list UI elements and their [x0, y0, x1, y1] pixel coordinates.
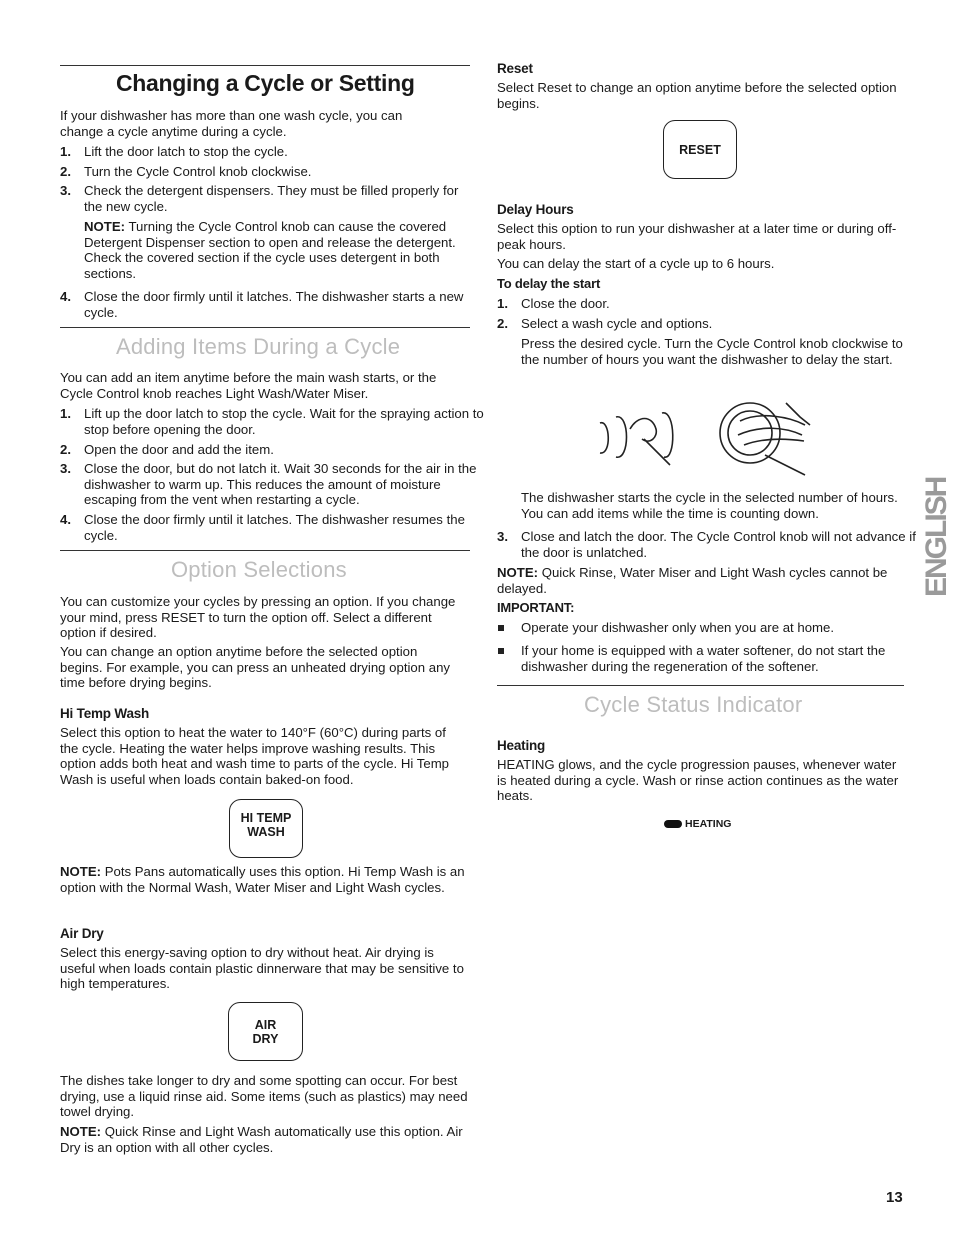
delay-step-3: 3. Close and latch the door. The Cycle Control knob will not advance if the door is unlatched.: [497, 529, 916, 560]
status-title: Cycle Status Indicator: [584, 692, 803, 717]
delay-p2: You can delay the start of a cycle up to 6 hours.: [497, 256, 775, 271]
reset-button[interactable]: RESET: [663, 120, 737, 179]
airdry-heading: Air Dry: [60, 926, 104, 941]
changing-step-3: 3. Check the detergent dispensers. They must be filled properly for the new cycle.: [60, 183, 459, 214]
top-rule-left: [60, 65, 470, 66]
changing-step-2: 2. Turn the Cycle Control knob clockwise.: [60, 164, 312, 179]
delay-after: The dishwasher starts the cycle in the selected number of hours. You can add items while the time is counting down.: [521, 490, 898, 521]
delay-step-1: 1. Close the door.: [497, 296, 610, 311]
options-p1: You can customize your cycles by pressing an option. If you change your mind, press RESET to turn the option off. Select a different option if desired.: [60, 594, 456, 641]
adding-step-2: 2. Open the door and add the item.: [60, 442, 274, 457]
options-p2: You can change an option anytime before the selected option begins. For example, you can press an unheated drying option any time before drying begins.: [60, 644, 451, 691]
airdry-text2: The dishes take longer to dry and some spotting can occur. For best drying, use a liquid rinse aid. Some items (such as plastics) may need towel drying.: [60, 1073, 468, 1120]
hi-temp-wash-button[interactable]: HI TEMP WASH: [229, 799, 303, 858]
air-dry-button[interactable]: AIR DRY: [228, 1002, 303, 1061]
rule-status: [497, 685, 904, 686]
hand-turning-knob-icon: [720, 403, 810, 475]
delay-p1: Select this option to run your dishwasher at a later time or during off-peak hours.: [497, 221, 897, 252]
important-label: IMPORTANT:: [497, 600, 575, 615]
heating-light-icon: [664, 820, 682, 828]
side-tab-label: ENGLISH: [920, 477, 953, 597]
heating-heading: Heating: [497, 738, 546, 753]
rule-options: [60, 550, 470, 551]
changing-step-1: 1. Lift the door latch to stop the cycle.: [60, 144, 288, 159]
delay-subheading: To delay the start: [497, 276, 601, 291]
important-bullet-2: If your home is equipped with a water softener, do not start the dishwasher during the regeneration of the softener.: [497, 643, 921, 674]
changing-note: NOTE: Turning the Cycle Control knob can cause the covered Detergent Dispenser section to open and release the detergent. Check the covered section if the cycle uses detergent in both sections.: [84, 219, 456, 281]
reset-text: Select Reset to change an option anytime before the selected option begins.: [497, 80, 897, 111]
heating-text: HEATING glows, and the cycle progression pauses, whenever water is heated during a cycle. Wash or rinse action continues as the water heats.: [497, 757, 899, 804]
delay-note: NOTE: Quick Rinse, Water Miser and Light Wash cycles cannot be delayed.: [497, 565, 888, 596]
changing-step-4: 4. Close the door firmly until it latches. The dishwasher starts a new cycle.: [60, 289, 464, 320]
adding-title: Adding Items During a Cycle: [116, 334, 401, 359]
important-bullet-1: Operate your dishwasher only when you are at home.: [497, 620, 921, 636]
delay-step-2-detail: Press the desired cycle. Turn the Cycle Control knob clockwise to the number of hours you want the dishwasher to delay the start.: [521, 336, 903, 367]
changing-title: Changing a Cycle or Setting: [116, 70, 415, 96]
changing-intro: If your dishwasher has more than one wash cycle, you can change a cycle anytime during a cycle.: [60, 108, 403, 139]
adding-step-4: 4. Close the door firmly until it latches. The dishwasher resumes the cycle.: [60, 512, 465, 543]
rule-adding: [60, 327, 470, 328]
page-number: 13: [886, 1189, 903, 1206]
reset-heading: Reset: [497, 61, 533, 76]
hitemp-text: Select this option to heat the water to 140°F (60°C) during parts of the cycle. Heating the water helps improve washing results. This option adds both heat and wash time to parts of the cycle. Hi Temp Wash is useful when loads contain baked-on food.: [60, 725, 450, 787]
language-side-tab: [918, 452, 954, 622]
cycle-control-knob-illustration: [590, 395, 920, 485]
delay-heading: Delay Hours: [497, 202, 574, 217]
adding-step-1: 1. Lift up the door latch to stop the cycle. Wait for the spraying action to stop before opening the door.: [60, 406, 484, 437]
airdry-note: NOTE: Quick Rinse and Light Wash automatically use this option. Air Dry is an option with all other cycles.: [60, 1124, 463, 1155]
adding-step-3: 3. Close the door, but do not latch it. Wait 30 seconds for the air in the dishwasher to warm up. This reduces the amount of moisture escaping from the vent when restarting a cycle.: [60, 461, 477, 508]
delay-step-2: 2. Select a wash cycle and options.: [497, 316, 713, 331]
options-title: Option Selections: [171, 557, 347, 582]
hitemp-note: NOTE: Pots Pans automatically uses this option. Hi Temp Wash is an option with the Normal Wash, Water Miser and Light Wash cycles.: [60, 864, 465, 895]
adding-intro: You can add an item anytime before the main wash starts, or the Cycle Control knob reaches Light Wash/Water Miser.: [60, 370, 437, 401]
hitemp-heading: Hi Temp Wash: [60, 706, 150, 721]
knob-side-view-icon: [600, 413, 673, 465]
airdry-text: Select this energy-saving option to dry without heat. Air drying is useful when loads contain plastic dinnerware that may be sensitive to high temperatures.: [60, 945, 464, 992]
heating-indicator: HEATING: [664, 817, 731, 833]
